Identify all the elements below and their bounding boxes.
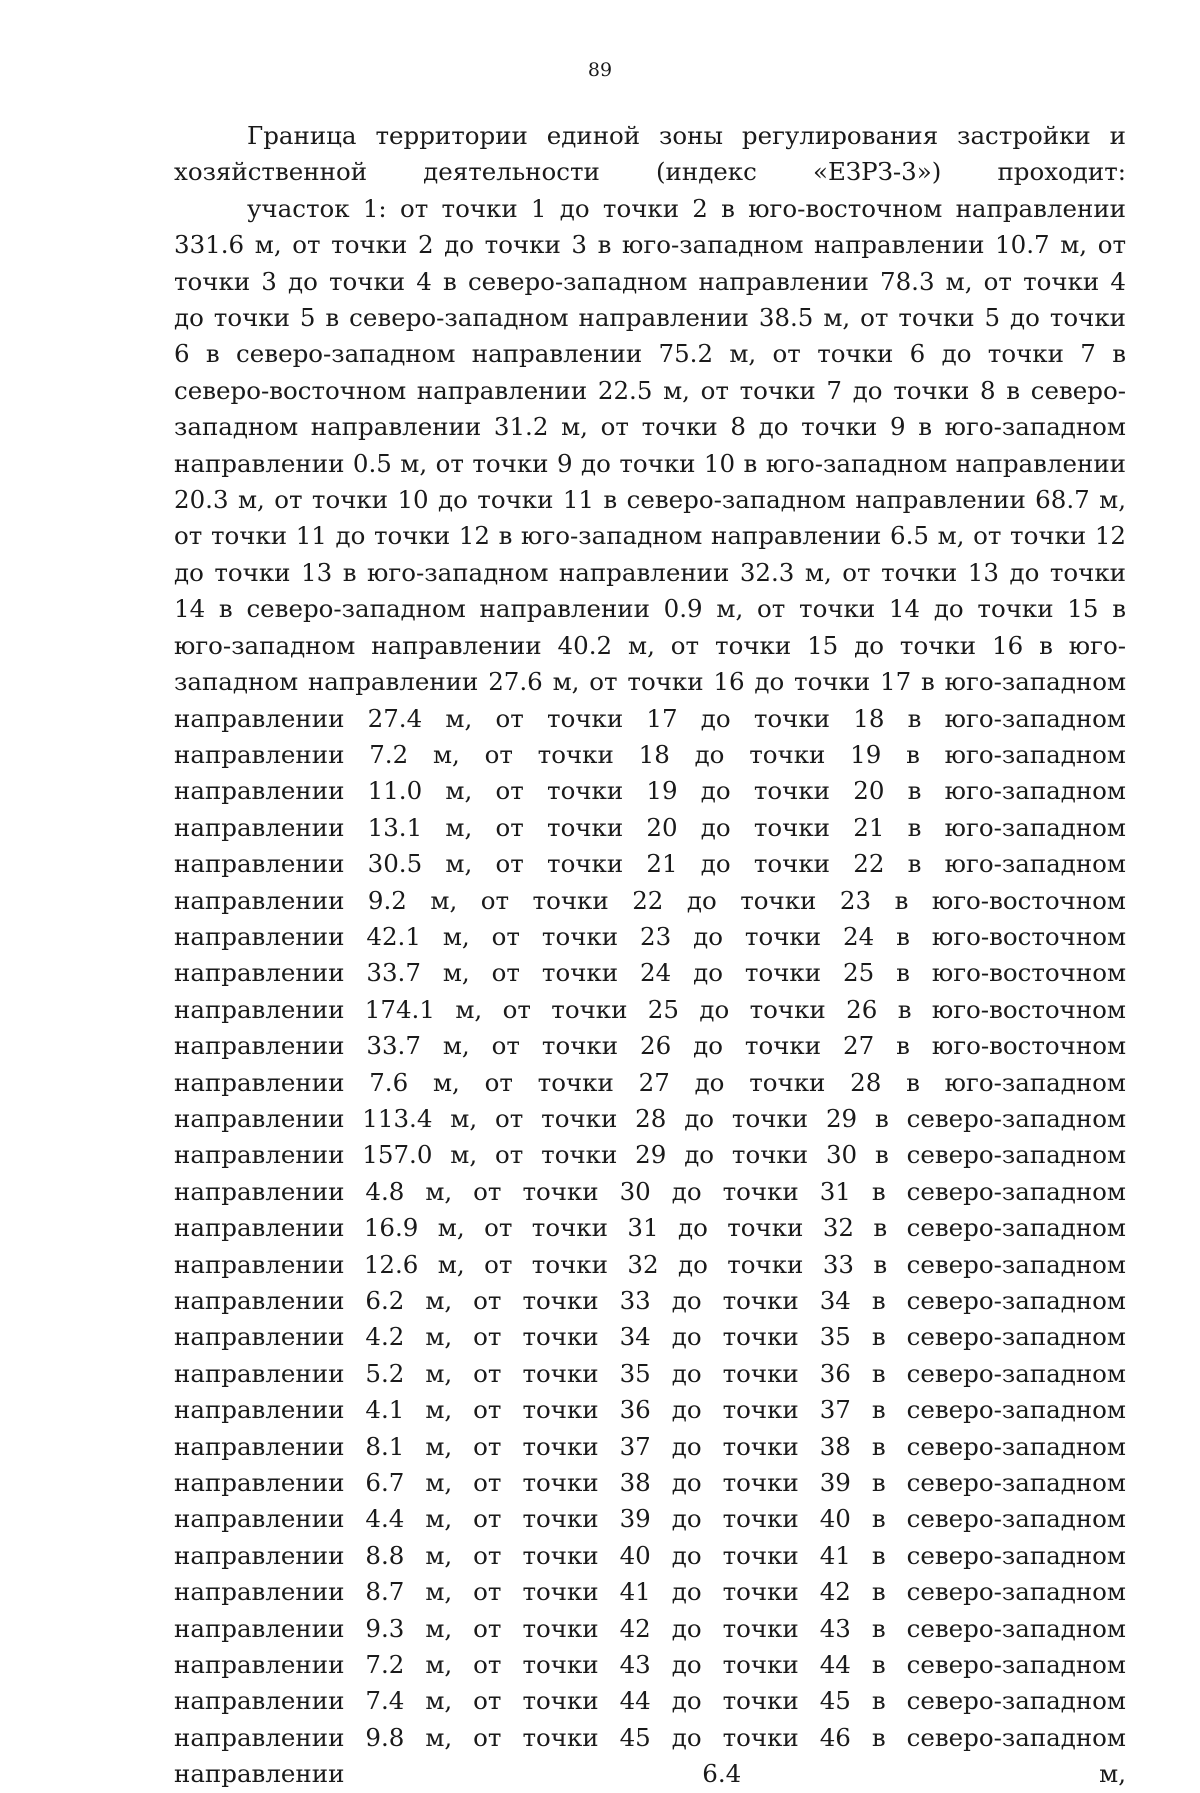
document-body	[174, 118, 1126, 1793]
page-number: 89	[587, 59, 613, 81]
paragraph-section-1: участок 1: от точки 1 до точки 2 в юго-восточном направлении 331.6 м, от точки 2 до точки 3 в юго-западном направлении 10.7 м, от точки 3 до точки 4 в северо-западном направлении 78.3 м, от точки 4 до точки 5 в северо-западном направлении 38.5 м, от точки 5 до точки 6 в северо-западном направлении 75.2 м, от точки 6 до точки 7 в северо-восточном направлении 22.5 м, от точки 7 до точки 8 в северо-западном направлении 31.2 м, от точки 8 до точки 9 в юго-западном направлении 0.5 м, от точки 9 до точки 10 в юго-западном направлении 20.3 м, от точки 10 до точки 11 в северо-западном направлении 68.7 м, от точки 11 до точки 12 в юго-западном направлении 6.5 м, от точки 12 до точки 13 в юго-западном направлении 32.3 м, от точки 13 до точки 14 в северо-западном направлении 0.9 м, от точки 14 до точки 15 в юго-западном направлении 40.2 м, от точки 15 до точки 16 в юго-западном направлении 27.6 м, от точки 16 до точки 17 в юго-западном направлении 27.4 м, от точки 17 до точки 18 в юго-западном направлении 7.2 м, от точки 18 до точки 19 в юго-западном направлении 11.0 м, от точки 19 до точки 20 в юго-западном направлении 13.1 м, от точки 20 до точки 21 в юго-западном направлении 30.5 м, от точки 21 до точки 22 в юго-западном направлении 9.2 м, от точки 22 до точки 23 в юго-восточном направлении 42.1 м, от точки 23 до точки 24 в юго-восточном направлении 33.7 м, от точки 24 до точки 25 в юго-восточном направлении 174.1 м, от точки 25 до точки 26 в юго-восточном направлении 33.7 м, от точки 26 до точки 27 в юго-восточном направлении 7.6 м, от точки 27 до точки 28 в юго-западном направлении 113.4 м, от точки 28 до точки 29 в северо-западном направлении 157.0 м, от точки 29 до точки 30 в северо-западном направлении 4.8 м, от точки 30 до точки 31 в северо-западном направлении 16.9 м, от точки 31 до точки 32 в северо-западном направлении 12.6 м, от точки 32 до точки 33 в северо-западном направлении 6.2 м, от точки 33 до точки 34 в северо-западном направлении 4.2 м, от точки 34 до точки 35 в северо-западном направлении 5.2 м, от точки 35 до точки 36 в северо-западном направлении 4.1 м, от точки 36 до точки 37 в северо-западном направлении 8.1 м, от точки 37 до точки 38 в северо-западном направлении 6.7 м, от точки 38 до точки 39 в северо-западном направлении 4.4 м, от точки 39 до точки 40 в северо-западном направлении 8.8 м, от точки 40 до точки 41 в северо-западном направлении 8.7 м, от точки 41 до точки 42 в северо-западном направлении 9.3 м, от точки 42 до точки 43 в северо-западном направлении 7.2 м, от точки 43 до точки 44 в северо-западном направлении 7.4 м, от точки 44 до точки 45 в северо-западном направлении 9.8 м, от точки 45 до точки 46 в северо-западном направлении 6.4 м,	[174, 193, 1126, 1789]
paragraph-boundary-intro: Граница территории единой зоны регулирования застройки и хозяйственной деятельности (индекс «ЕЗРЗ-3») проходит:	[174, 121, 1126, 187]
